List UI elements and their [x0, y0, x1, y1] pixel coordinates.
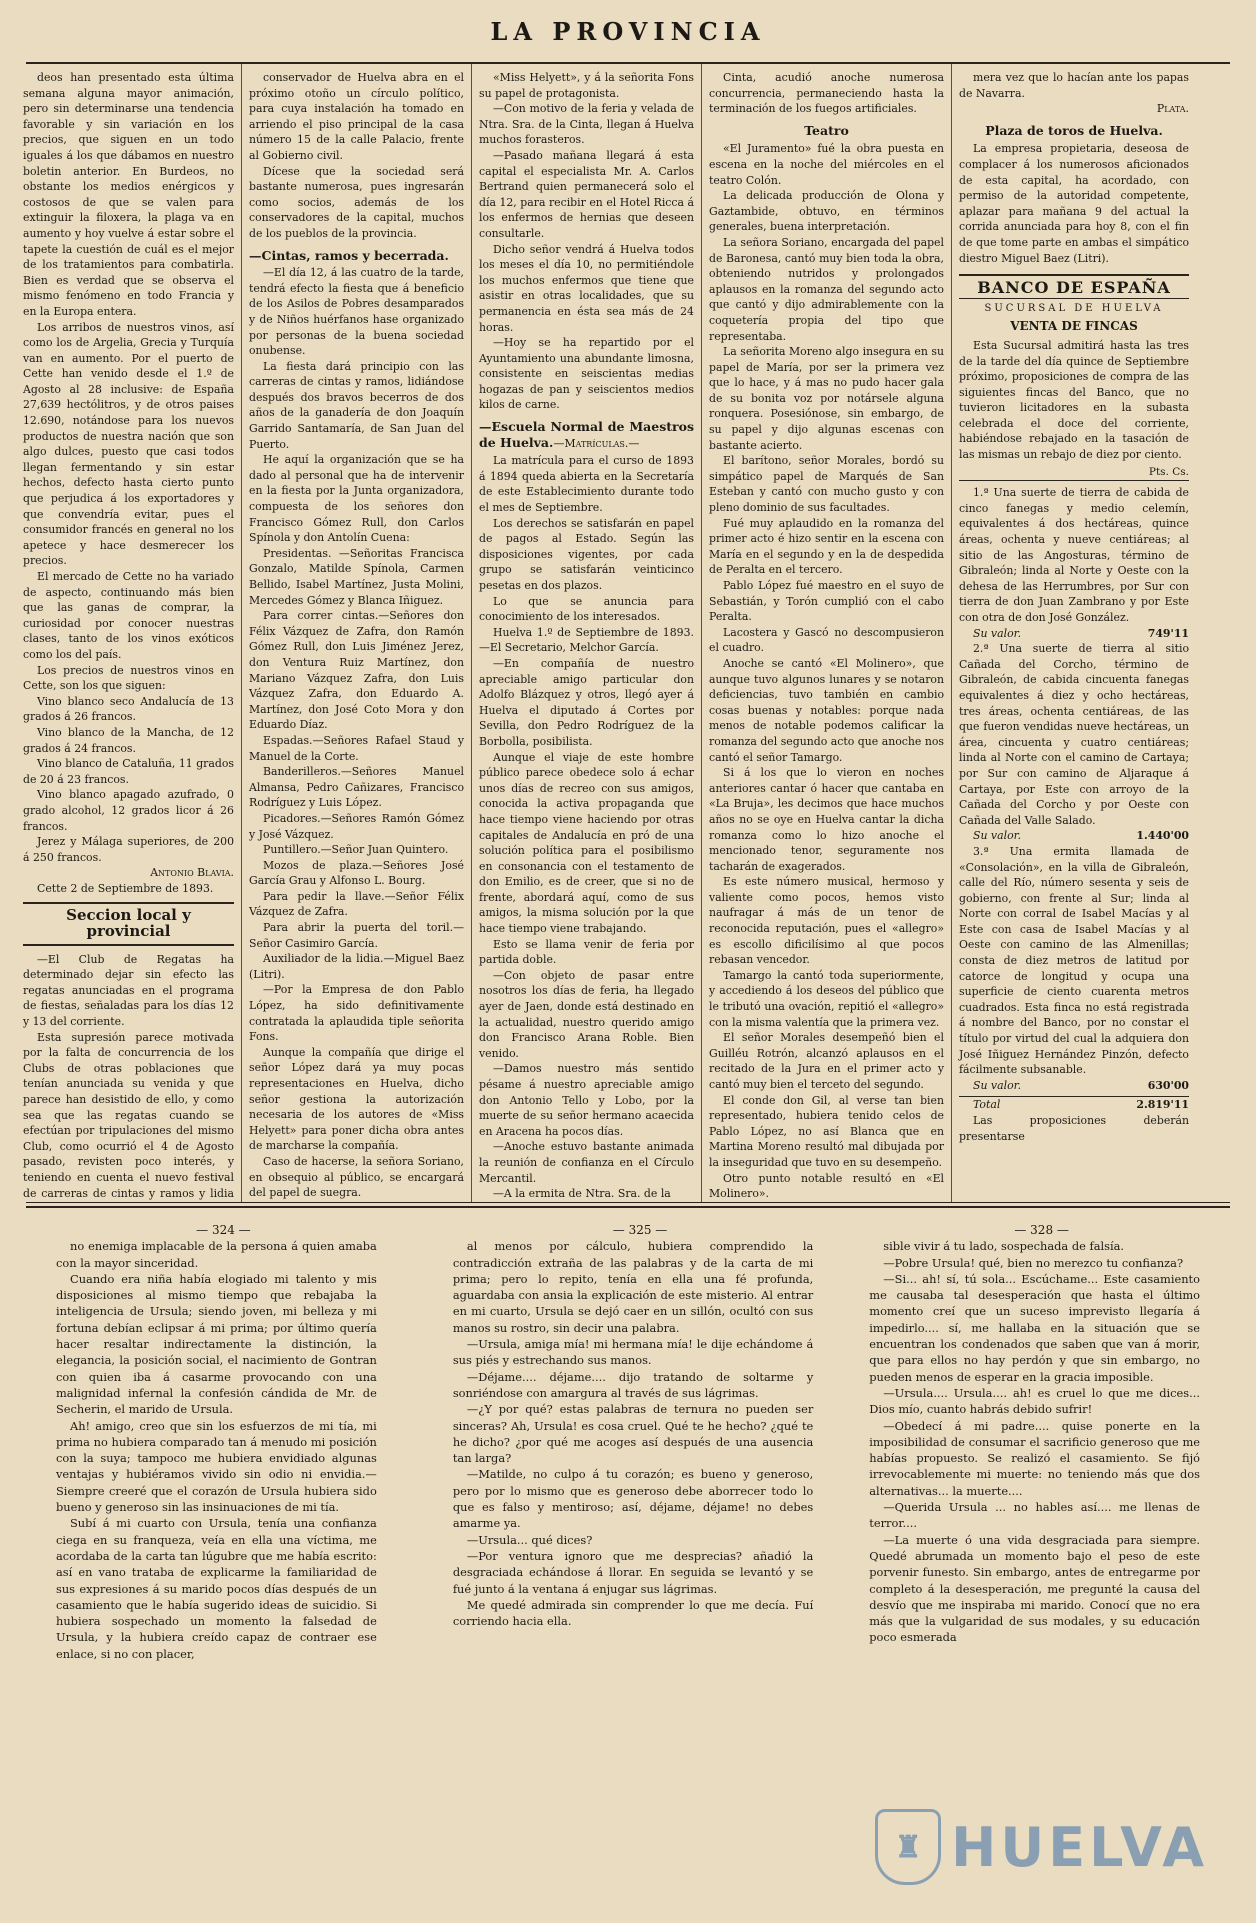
- paragraph: Dícese que la sociedad será bastante numerosa, pues ingresarán como socios, además de los conservadores de la capital, muchos de los pueblos de la provincia.: [249, 164, 464, 242]
- masthead: [26, 0, 1230, 64]
- col2-after: [249, 265, 464, 1202]
- paragraph: Para correr cintas.—Señores don Félix Vázquez de Zafra, don Ramón Gómez Rull, don Luis Jiménez Jerez, don Ventura Ruiz Martínez, don Mariano Vázquez Zafra, don Luis Vázquez Zafra, don Eduardo A. Martínez, don José Coto Mora y don Eduardo Díaz.: [249, 608, 464, 733]
- paragraph: Anoche se cantó «El Molinero», que aunque tuvo algunos lunares y se notaron deficiencias, tuvo también en cambio cosas buenas y notables: porque nada menos de notable podemos calificar la romanza del segundo acto que anoche nos cantó el señor Tamargo.: [709, 656, 944, 765]
- paragraph: Vino blanco seco Andalucía de 13 grados á 26 francos.: [23, 694, 234, 725]
- novel-page-325: [435, 1208, 831, 1923]
- paragraph: Cuando era niña había elogiado mi talento y mis disposiciones al mismo tiempo que rebajaba la inteligencia de Ursula; siendo joven, mi belleza y mi fortuna debían eclipsar á mi prima; por último quería hacer resaltar indirectamente la distinción, la elegancia, la posición social, el nacimiento de Gontran con quien iba á casarme provocando con una malignidad infernal la confesión cándida de Mr. de Secherin, el marido de Ursula.: [56, 1271, 377, 1418]
- bank-lot-3-value-row: [959, 1078, 1189, 1094]
- paragraph: Presidentas. —Señoritas Francisca Gonzalo, Matilde Spínola, Carmen Bellido, Isabel Martínez, Justa Molini, Mercedes Gómez y Blanca Iñiguez.: [249, 546, 464, 608]
- bank-total-label: Total: [959, 1097, 1000, 1113]
- masthead-title: LA PROVINCIA: [490, 17, 765, 46]
- paragraph: Los derechos se satisfarán en papel de pagos al Estado. Según las disposiciones vigentes, por cada grupo se satisfarán veinticinco pesetas en dos plazos.: [479, 516, 694, 594]
- paragraph: El señor Morales desempeñó bien el Guilléu Rotrón, alcanzó aplausos en el recitado de la Jura en el primer acto y cantó muy bien el terceto del segundo.: [709, 1030, 944, 1092]
- paragraph: La delicada producción de Olona y Gaztambide, obtuvo, en términos generales, buena interpretación.: [709, 188, 944, 235]
- column-5: [951, 64, 1196, 1202]
- paragraph: conservador de Huelva abra en el próximo otoño un círculo político, para cuya instalación ha tomado en arriendo el piso principal de la casa número 15 de la calle Palacio, frente al Gobierno civil.: [249, 70, 464, 164]
- paragraph: —Ursula.... Ursula.... ah! es cruel lo que me dices... Dios mío, cuanto habrás debido sufrir!: [869, 1385, 1200, 1418]
- paragraph: Dicho señor vendrá á Huelva todos los meses el día 10, no permitiéndole los muchos enfermos que tiene que asistir en otras localidades, que su permanencia en ésta sea más de 24 horas.: [479, 242, 694, 336]
- paragraph: sible vivir á tu lado, sospechada de falsía.: [869, 1238, 1200, 1254]
- paragraph: Subí á mi cuarto con Ursula, tenía una confianza ciega en su franqueza, veía en ella una víctima, me acordaba de la carta tan lúgubre que me había escrito: así en vano trataba de explicarme la familiaridad de sus expresiones á su marido pocos días después de un casamiento que le había sugerido ideas de suicidio. Si hubiera sospechado un momento la falsedad de Ursula, y la hubiera creído capaz de contraer ese enlace, si no con placer,: [56, 1515, 377, 1662]
- paragraph: Banderilleros.—Señores Manuel Almansa, Pedro Cañizares, Francisco Rodríguez y Luis López.: [249, 764, 464, 811]
- paragraph: Esto se llama venir de feria por partida doble.: [479, 937, 694, 968]
- novel-page-324: [38, 1208, 395, 1923]
- paragraph: He aquí la organización que se ha dado al personal que ha de intervenir en la fiesta por la Junta organizadora, compuesta de los señores don Francisco Gómez Rull, don Carlos Spínola y don Antolín Cuena:: [249, 452, 464, 546]
- col1-dateline: Cette 2 de Septiembre de 1893.: [23, 881, 234, 897]
- bank-lot-1: 1.ª Una suerte de tierra de cabida de cinco fanegas y medio celemín, equivalentes á dos hectáreas, quince áreas, ochenta y nueve centiáreas; al sitio de las Angosturas, término de Gibraleón; linda al Norte y Oeste con la dehesa de las Herrumbres, por Sur con tierra de don Juan Zambrano y por Este con otra de don José González.: [959, 485, 1189, 625]
- bank-lot-3-value: 630'00: [1134, 1078, 1189, 1094]
- paragraph: —En compañía de nuestro apreciable amigo particular don Adolfo Blázquez y otros, llegó ayer á Huelva el diputado á Cortes por Sevilla, don Pedro Rodríguez de la Borbolla, posibilista.: [479, 656, 694, 750]
- paragraph: —A la ermita de Ntra. Sra. de la: [479, 1186, 694, 1202]
- paragraph: El mercado de Cette no ha variado de aspecto, continuando más bien que las ganas de comprar, la curiosidad por conocer nuestras clases, tanto de los vinos exóticos como los del país.: [23, 569, 234, 663]
- paragraph: Jerez y Málaga superiores, de 200 á 250 francos.: [23, 834, 234, 865]
- col3-after: [479, 453, 694, 1202]
- paragraph: —Damos nuestro más sentido pésame á nuestro apreciable amigo don Antonio Tello y Lobo, por la muerte de su señor hermano acaecida en Aracena ha pocos días.: [479, 1061, 694, 1139]
- paragraph: La fiesta dará principio con las carreras de cintas y ramos, lidiándose después dos bravos becerros de dos años de la ganadería de don Joaquín Garrido Santamaría, de San Juan del Puerto.: [249, 359, 464, 453]
- paragraph: La matrícula para el curso de 1893 á 1894 queda abierta en la Secretaría de este Establecimiento durante todo el mes de Septiembre.: [479, 453, 694, 515]
- paragraph: Lacostera y Gascó no descompusieron el cuadro.: [709, 625, 944, 656]
- novel-page-325-body: [453, 1238, 813, 1629]
- paragraph: Vino blanco de la Mancha, de 12 grados á 24 francos.: [23, 725, 234, 756]
- paragraph: —Ursula, amiga mía! mi hermana mía! le dije echándome á sus piés y estrechando sus manos.: [453, 1336, 813, 1369]
- paragraph: —Anoche estuvo bastante animada la reunión de confianza en el Círculo Mercantil.: [479, 1139, 694, 1186]
- col5-top-signature: Plata.: [959, 101, 1189, 117]
- paragraph: —Por ventura ignoro que me desprecias? añadió la desgraciada echándose á llorar. En seguida se levantó y se fué junto á la ventana á enjugar sus lágrimas.: [453, 1548, 813, 1597]
- bank-intro: Esta Sucursal admitirá hasta las tres de la tarde del día quince de Septiembre próximo, proposiciones de compra de las siguientes fincas del Banco, que no tuvieron licitadores en la subasta celebrada el doce del corriente, habiéndose rebajado en la tasación de las mismas un rebajo de diez por ciento.: [959, 338, 1189, 463]
- paragraph: Vino blanco apagado azufrado, 0 grado alcohol, 12 grados licor á 26 francos.: [23, 787, 234, 834]
- paragraph: Picadores.—Señores Ramón Gómez y José Vázquez.: [249, 811, 464, 842]
- bank-total-row: [959, 1096, 1189, 1113]
- paragraph: Los precios de nuestros vinos en Cette, son los que siguen:: [23, 663, 234, 694]
- col2-heading: —Cintas, ramos y becerrada.: [249, 248, 464, 264]
- paragraph: —El día 12, á las cuatro de la tarde, tendrá efecto la fiesta que á beneficio de los Asilos de Pobres desamparados y de Niños huérfanos hase organizado por personas de la buena sociedad onubense.: [249, 265, 464, 359]
- bank-lot-1-value-row: [959, 626, 1189, 642]
- col1-after: [23, 952, 234, 1202]
- paragraph: —¿Y por qué? estas palabras de ternura no pueden ser sinceras? Ah, Ursula! es cosa cruel. Qué te he hecho? ¿qué te he dicho? ¿por qué me acoges así después de una ausencia tan larga?: [453, 1401, 813, 1466]
- paragraph: Esta supresión parece motivada por la falta de concurrencia de los Clubs de otras poblaciones que tenían anunciada su venida y que parece han desistido de ello, y como sea que las regatas cuando se efectúan por tripulaciones del mismo Club, como ocurrió el 4 de Agosto pasado, revisten poco interés, y teniendo en cuenta el nuevo festival de carreras de cintas y ramos y lidia: [23, 1030, 234, 1202]
- col2-body: [249, 70, 464, 242]
- paragraph: —Con motivo de la feria y velada de Ntra. Sra. de la Cinta, llegan á Huelva muchos forasteros.: [479, 101, 694, 148]
- page-number-328: — 328 —: [869, 1222, 1200, 1238]
- crest-icon: ♜: [875, 1809, 941, 1885]
- col4-body: [709, 70, 944, 117]
- upper-columns: [16, 64, 1240, 1202]
- bank-total-value: 2.819'11: [1122, 1097, 1189, 1113]
- paragraph: El barítono, señor Morales, bordó su simpático papel de Marqués de San Esteban y cantó con mucho gusto y con pleno dominio de sus facultades.: [709, 453, 944, 515]
- bank-lot-2-value: 1.440'00: [1122, 828, 1189, 844]
- paragraph: La señorita Moreno algo insegura en su papel de María, por ser la primera vez que lo hace, y á mas no pudo hacer gala de su bonita voz por notársele alguna ronquera. Posesiónose, sin embargo, de su papel y dijo algunas escenas con bastante acierto.: [709, 344, 944, 453]
- paragraph: Vino blanco de Cataluña, 11 grados de 20 á 23 francos.: [23, 756, 234, 787]
- col1-signature: Antonio Blavia.: [23, 865, 234, 881]
- paragraph: Otro punto notable resultó en «El Molinero».: [709, 1171, 944, 1202]
- bank-lot-1-value: 749'11: [1134, 626, 1189, 642]
- paragraph: deos han presentado esta última semana alguna mayor animación, pero sin determinarse una tendencia favorable y sin variación en los precios, que siguen en un todo iguales á los que dábamos en nuestro boletin anterior. En Burdeos, no obstante los medios enérgicos y costosos de que se valen para extinguir la filoxera, la plaga va en aumento y hoy vuelve á estar sobre el tapete la cuestión de cuál es el mejor de los tratamientos para combatirla. Bien es verdad que se observa el mismo fenómeno en todo Francia y en la Europa entera.: [23, 70, 234, 320]
- paragraph: —Hoy se ha repartido por el Ayuntamiento una abundante limosna, consistente en seiscientas medias hogazas de pan y seiscientos medios kilos de carne.: [479, 335, 694, 413]
- novel-page-324-body: [56, 1238, 377, 1662]
- paragraph: —La muerte ó una vida desgraciada para siempre. Quedé abrumada un momento bajo el peso de este porvenir funesto. Sin embargo, antes de entregarme por completo á la desesperación, me pregunté la causa del desvío que me inspiraba mi marido. Conocí que no era más que la vulgaridad de sus modales, y su educación poco esmerada: [869, 1532, 1200, 1646]
- section-heading: Seccion local y provincial: [23, 902, 234, 945]
- paragraph: —El Club de Regatas ha determinado dejar sin efecto las regatas anunciadas en el programa de fiestas, señaladas para los días 12 y 13 del corriente.: [23, 952, 234, 1030]
- paragraph: El conde don Gil, al verse tan bien representado, hubiera tenido celos de Pablo López, no así Blanca que en Martina Moreno resultó mal dibujada por la inseguridad que tuvo en su desempeño.: [709, 1093, 944, 1171]
- paragraph: Para abrir la puerta del toril.—Señor Casimiro García.: [249, 920, 464, 951]
- paragraph: «Miss Helyett», y á la señorita Fons su papel de protagonista.: [479, 70, 694, 101]
- column-3: [471, 64, 701, 1202]
- column-1: [16, 64, 241, 1202]
- bank-lot-1-label: Su valor.: [959, 626, 1021, 642]
- paragraph: al menos por cálculo, hubiera comprendido la contradicción extraña de las palabras y de la carta de mi prima; pero lo repito, tenía en ella una fé profunda, aguardaba con ansia la explicación de este misterio. Al entrar en mi cuarto, Ursula se dejó caer en un sillón, ocultó con sus manos su rostro, sin decir una palabra.: [453, 1238, 813, 1336]
- bank-pts-header: Pts. Cs.: [959, 465, 1189, 482]
- bank-lot-3-label: Su valor.: [959, 1078, 1021, 1094]
- paragraph: Mozos de plaza.—Señores José García Grau y Alfonso L. Bourg.: [249, 858, 464, 889]
- column-2: [241, 64, 471, 1202]
- bank-lot-2: 2.ª Una suerte de tierra al sitio Cañada del Corcho, término de Gibraleón, de cabida cincuenta fanegas equivalentes á diez y ocho hectáreas, tres áreas, ochenta centiáreas, de las que fueron vendidas nueve hectáreas, un área, cincuenta y cuatro centiáreas; linda al Norte con el camino de Cartaya; por Sur con camino de Aljaraque á Cartaya, por Este con arroyo de la Cañada del Corcho y por Oeste con Cañada del Valle Salado.: [959, 641, 1189, 828]
- paragraph: Me quedé admirada sin comprender lo que me decía. Fuí corriendo hacia ella.: [453, 1597, 813, 1630]
- column-4: [701, 64, 951, 1202]
- bank-lot-3: 3.ª Una ermita llamada de «Consolación», en la villa de Gibraleón, calle del Río, número sesenta y seis de gobierno, con frente al Sur; linda al Norte con corral de Isabel Macías y al Este con casa de Isabel Macías y al Oeste con camino de las Almenillas; consta de diez metros de latitud por catorce de longitud y ocupa una superficie de ciento cuarenta metros cuadrados. Esta finca no está registrada á nombre del Banco, por no constar el título por virtud del cual la adquiera don José Iñiguez Hernández Pinzón, defecto fácilmente subsanable.: [959, 844, 1189, 1078]
- col3-body: [479, 70, 694, 413]
- bank-footer: Las proposiciones deberán presentarse: [959, 1113, 1189, 1144]
- paragraph: Auxiliador de la lidia.—Miguel Baez (Litri).: [249, 951, 464, 982]
- paragraph: «El Juramento» fué la obra puesta en escena en la noche del miércoles en el teatro Colón.: [709, 141, 944, 188]
- paragraph: Ah! amigo, creo que sin los esfuerzos de mi tía, mi prima no hubiera comparado tan á menudo mi posición con la suya; tampoco me hubiera envidiado algunas ventajas y hubiéramos vivido sin odio ni envidia.—Siempre creeré que el corazón de Ursula hubiera sido bueno y generoso sin las insinuaciones de mi tía.: [56, 1418, 377, 1516]
- paragraph: Pablo López fué maestro en el suyo de Sebastián, y Torón cumplió con el cabo Peralta.: [709, 578, 944, 625]
- bank-lot-2-value-row: [959, 828, 1189, 844]
- paragraph: —Pobre Ursula! qué, bien no merezco tu confianza?: [869, 1255, 1200, 1271]
- novel-page-328-body: [869, 1238, 1200, 1645]
- paragraph: —Querida Ursula ... no hables así.... me llenas de terror....: [869, 1499, 1200, 1532]
- paragraph: Si á los que lo vieron en noches anteriores cantar ó hacer que cantaba en «La Bruja», les decimos que hace muchos años no se oye en Huelva cantar la dicha romanza como lo hizo anoche el mencionado tenor, seguramente nos tacharán de exagerados.: [709, 765, 944, 874]
- paragraph: Los arribos de nuestros vinos, así como los de Argelia, Grecia y Turquía van en aumento. Por el puerto de Cette han venido desde el 1.º de Agosto al 28 inclusive: de España 27,639 hectólitros, y de otros paises 12.690, notándose para los nuevos productos de nuestra nación que son algo dulces, puesto que casi todos llegan fermentando y sin estar hechos, defecto hasta cierto punto que perjudica á los exportadores y que convendría evitar, pues el consumidor francés en general no los apetece y hace desmerecer los precios.: [23, 320, 234, 570]
- paragraph: Espadas.—Señores Rafael Staud y Manuel de la Corte.: [249, 733, 464, 764]
- col3-heading-text: —Escuela Normal de Maestros de Huelva.: [479, 419, 694, 450]
- paragraph: Cinta, acudió anoche numerosa concurrencia, permaneciendo hasta la terminación de los fuegos artificiales.: [709, 70, 944, 117]
- bank-title: BANCO DE ESPAÑA: [959, 274, 1189, 299]
- paragraph: Puntillero.—Señor Juan Quintero.: [249, 842, 464, 858]
- paragraph: Tamargo la cantó toda superiormente, y accediendo á los deseos del público que le tributó una ovación, repitió el «allegro» con la misma valentía que la primera vez.: [709, 968, 944, 1030]
- paragraph: —Obedecí á mi padre.... quise ponerte en la imposibilidad de consumar el sacrificio generoso que me habías propuesto. Se realizó el casamiento. Se fijó irrevocablemente mi muerte: no teniendo más que dos alternativas... la muerte....: [869, 1418, 1200, 1499]
- paragraph: —Déjame.... déjame.... dijo tratando de soltarme y sonriéndose con amargura al través de sus lágrimas.: [453, 1369, 813, 1402]
- paragraph: no enemiga implacable de la persona á quien amaba con la mayor sinceridad.: [56, 1238, 377, 1271]
- paragraph: —Ursula... qué dices?: [453, 1532, 813, 1548]
- paragraph: —Con objeto de pasar entre nosotros los días de feria, ha llegado ayer de Jaen, donde está destinado en la actualidad, nuestro querido amigo don Francisco Arana Roble. Bien venido.: [479, 968, 694, 1062]
- col5-plaza: [959, 141, 1189, 266]
- col3-heading: [479, 419, 694, 451]
- paragraph: Lo que se anuncia para conocimiento de los interesados.: [479, 594, 694, 625]
- paragraph: Aunque el viaje de este hombre público parece obedece solo á echar unos días de recreo con sus amigos, conocida la activa propaganda que hace tiempo viene haciendo por otras capitales de Andalucía en pró de una solución política para el posibilismo en consonancia con el testamento de don Emilio, es de creer, que si no de frente, abordará aquí, como de sus amigos, la misma solución por la que hace tiempo viene trabajando.: [479, 750, 694, 937]
- page-number-324: — 324 —: [56, 1222, 377, 1238]
- paragraph: La empresa propietaria, deseosa de complacer á los numerosos aficionados de esta capital, ha acordado, con permiso de la autoridad competente, aplazar para mañana 9 del actual la corrida anunciada para hoy 8, con el fin de que tome parte en ambas el simpático diestro Miguel Baez (Litri).: [959, 141, 1189, 266]
- bank-subtitle: SUCURSAL DE HUELVA: [959, 301, 1189, 317]
- paragraph: Para pedir la llave.—Señor Félix Vázquez de Zafra.: [249, 889, 464, 920]
- serial-novel: [8, 1208, 1248, 1923]
- paragraph: Huelva 1.º de Septiembre de 1893.—El Secretario, Melchor García.: [479, 625, 694, 656]
- col1-body: [23, 70, 234, 865]
- paragraph: —Por la Empresa de don Pablo López, ha sido definitivamente contratada la aplaudida tiple señorita Fons.: [249, 982, 464, 1044]
- bank-lot-2-label: Su valor.: [959, 828, 1021, 844]
- huelva-watermark: [875, 1809, 1208, 1885]
- paragraph: Fué muy aplaudido en la romanza del primer acto é hizo sentir en la escena con María en el segundo y en la de despedida de Peralta en el tercero.: [709, 516, 944, 578]
- paragraph: —Pasado mañana llegará á esta capital el especialista Mr. A. Carlos Bertrand quien permanecerá solo el día 12, para recibir en el Hotel Ricca á los enfermos de hernias que deseen consultarle.: [479, 148, 694, 242]
- bank-section: VENTA DE FINCAS: [959, 319, 1189, 335]
- paragraph: —Matilde, no culpo á tu corazón; es bueno y generoso, pero por lo mismo que es generoso debe aborrecer todo lo que es falso y mentiroso; así, déjame, déjame! no debes amarme ya.: [453, 1466, 813, 1531]
- col4-heading: Teatro: [709, 123, 944, 139]
- paragraph: —Si... ah! sí, tú sola... Escúchame... Este casamiento me causaba tal desesperación que hasta el último momento creí que un suceso imprevisto llegaría á impedirlo.... sí, me hallaba en la situación que se encuentran los condenados que saben que van á morir, que para ellos no hay perdón y que sin embargo, no pueden menos de esperar en la gracia imposible.: [869, 1271, 1200, 1385]
- col5-top-text: mera vez que lo hacían ante los papas de Navarra.: [959, 70, 1189, 101]
- col4-after: [709, 141, 944, 1202]
- watermark-text: HUELVA: [951, 1816, 1208, 1879]
- paragraph: [249, 1201, 464, 1202]
- paragraph: Caso de hacerse, la señora Soriano, en obsequio al público, se encargará del papel de suegra.: [249, 1154, 464, 1201]
- paragraph: La señora Soriano, encargada del papel de Baronesa, cantó muy bien toda la obra, obteniendo nutridos y prolongados aplausos en la romanza del segundo acto que cantó y dijo admirablemente con la coquetería propia del tipo que representaba.: [709, 235, 944, 344]
- paragraph: Es este número musical, hermoso y valiente como pocos, hemos visto naufragar á más de un tenor de reconocida reputación, pues el «allegro» es escollo dificilísimo al que pocos rebasan vencedor.: [709, 874, 944, 968]
- paragraph: Aunque la compañía que dirige el señor López dará ya muy pocas representaciones en Huelva, dicho señor gestiona la autorización necesaria de los autores de «Miss Helyett» para poner dicha obra antes de marcharse la compañía.: [249, 1045, 464, 1154]
- page-number-325: — 325 —: [453, 1222, 813, 1238]
- col5-heading: Plaza de toros de Huelva.: [959, 123, 1189, 139]
- col3-heading-tail: —Matrículas.—: [553, 437, 639, 450]
